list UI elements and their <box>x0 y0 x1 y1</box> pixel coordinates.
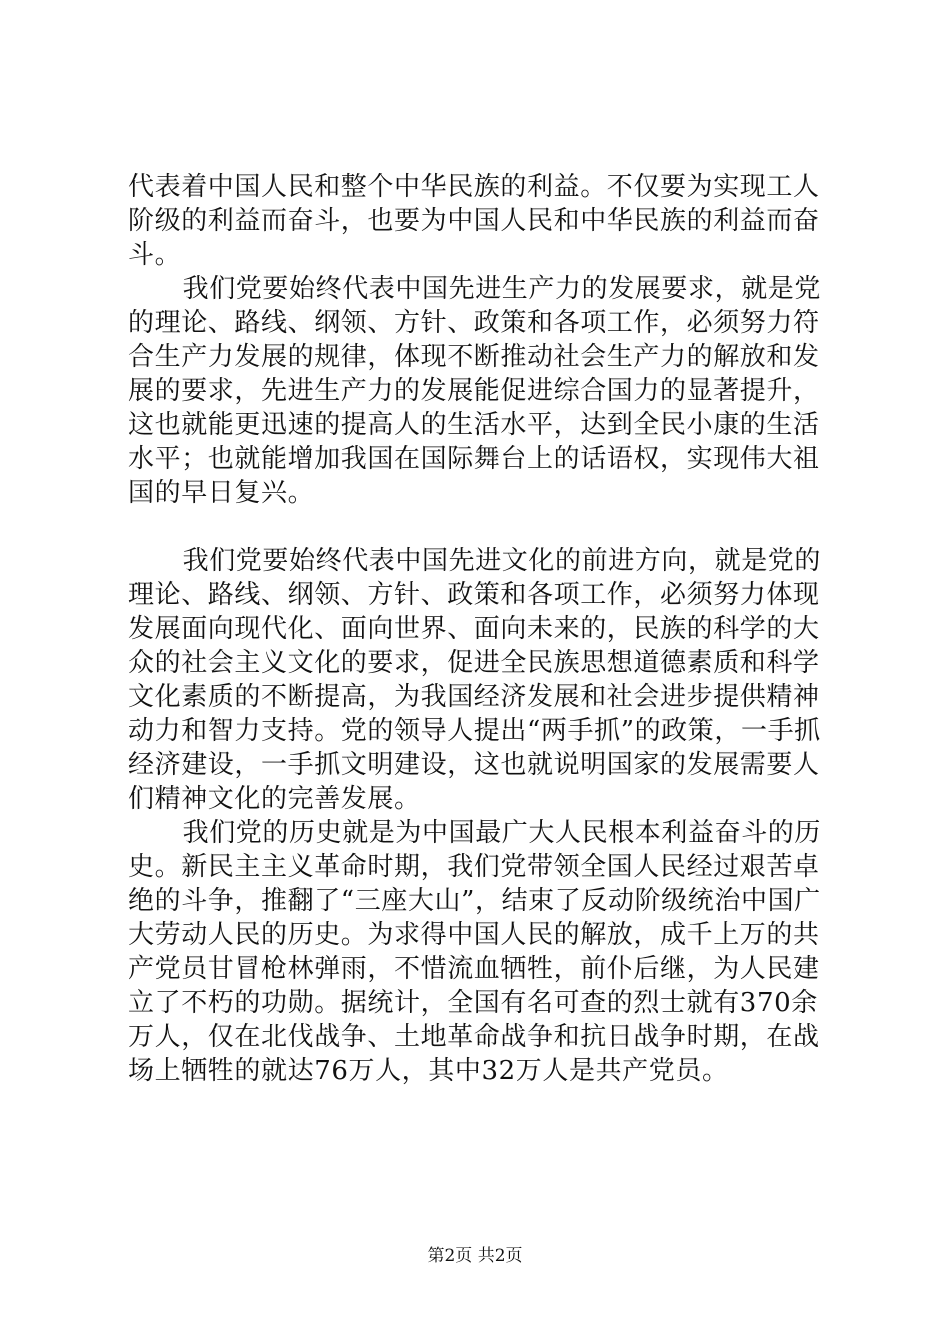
paragraph-3: 我们党要始终代表中国先进文化的前进方向，就是党的理论、路线、纲领、方针、政策和各项工作，必须努力体现发展面向现代化、面向世界、面向未来的，民族的科学的大众的社会主义文化的要求，促进全民族思想道德素质和科学文化素质的不断提高，为我国经济发展和社会进步提供精神动力和智力支持。党的领导人提出“两手抓”的政策，一手抓经济建设，一手抓文明建设，这也就说明国家的发展需要人们精神文化的完善发展。 <box>128 546 821 814</box>
paragraph-1: 代表着中国人民和整个中华民族的利益。不仅要为实现工人阶级的利益而奋斗，也要为中国人民和中华民族的利益而奋斗。 <box>128 172 820 270</box>
document-body <box>128 170 843 1088</box>
paragraph-2: 我们党要始终代表中国先进生产力的发展要求，就是党的理论、路线、纲领、方针、政策和各项工作，必须努力符合生产力发展的规律，体现不断推动社会生产力的解放和发展的要求，先进生产力的发展能促进综合国力的显著提升，这也就能更迅速的提高人的生活水平，达到全民小康的生活水平；也就能增加我国在国际舞台上的话语权，实现伟大祖国的早日复兴。 <box>128 274 821 508</box>
page-footer <box>0 1244 950 1268</box>
page-number: 第2页 共2页 <box>427 1246 523 1266</box>
paragraph-spacer <box>128 510 843 544</box>
paragraph-4: 我们党的历史就是为中国最广大人民根本利益奋斗的历史。新民主主义革命时期，我们党带领全国人民经过艰苦卓绝的斗争，推翻了“三座大山”，结束了反动阶级统治中国广大劳动人民的历史。为求得中国人民的解放，成千上万的共产党员甘冒枪林弹雨，不惜流血牺牲，前仆后继，为人民建立了不朽的功勋。据统计，全国有名可查的烈士就有370余万人，仅在北伐战争、土地革命战争和抗日战争时期，在战场上牺牲的就达76万人，其中32万人是共产党员。 <box>128 818 821 1086</box>
